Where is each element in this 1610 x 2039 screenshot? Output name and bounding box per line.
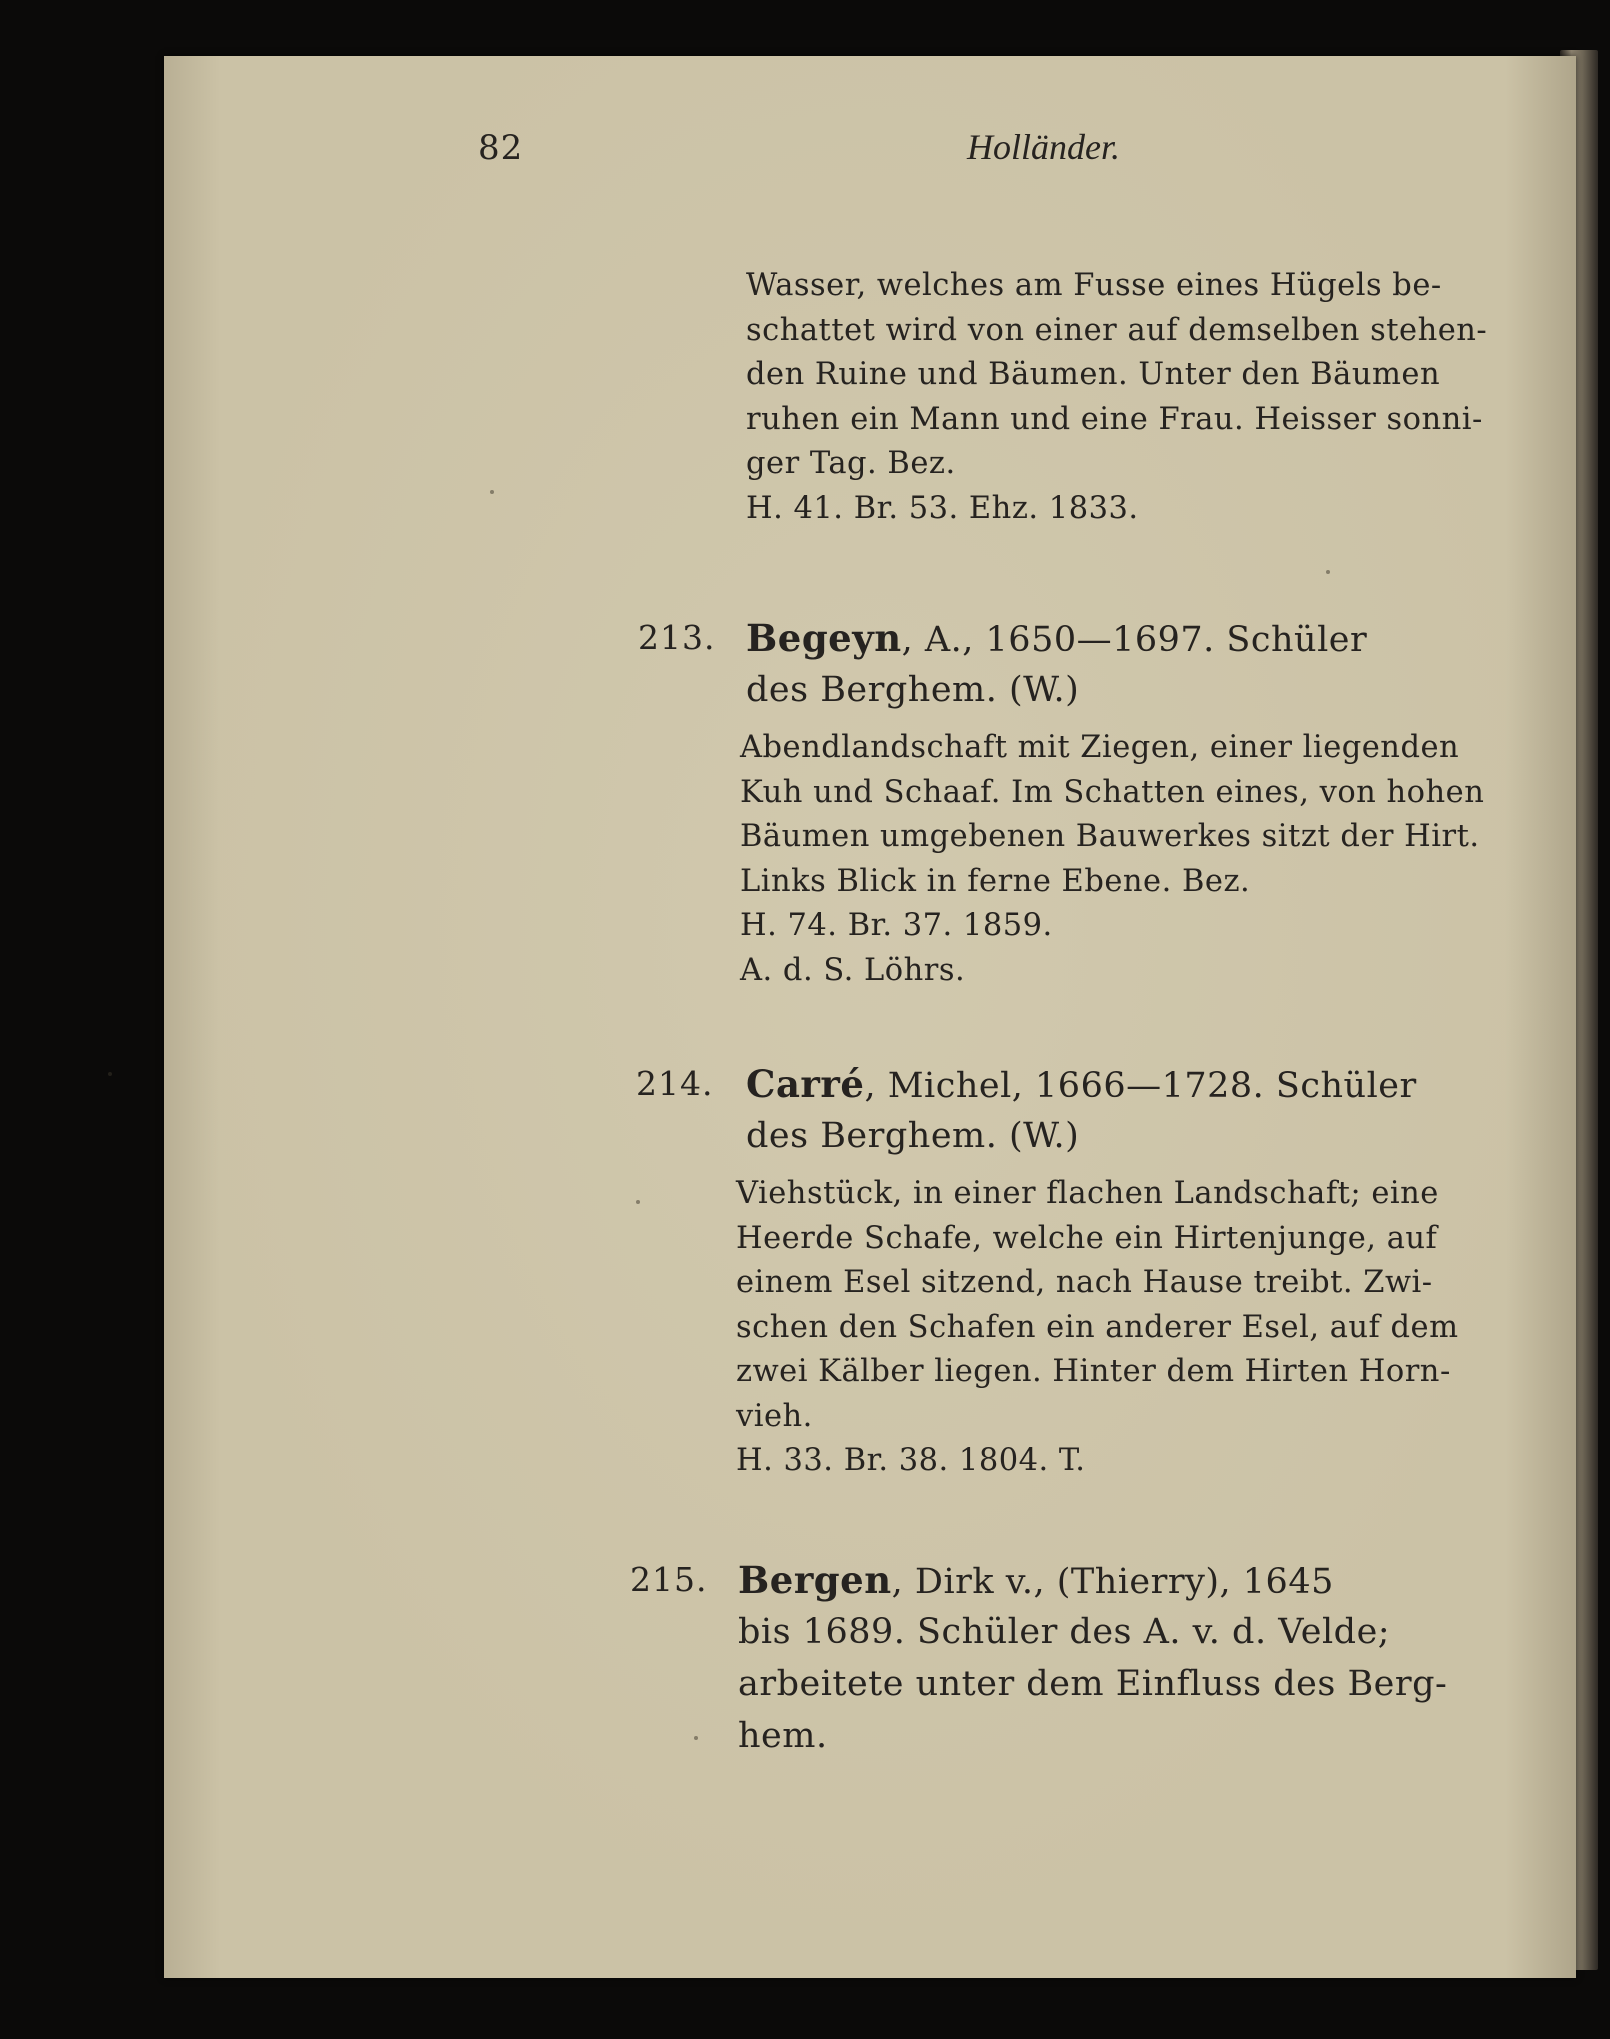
text-line: Viehstück, in einer flachen Landschaft; eine <box>736 1176 1439 1211</box>
artist-details: , A., 1650—1697. Schüler <box>901 620 1368 660</box>
heading-line <box>738 1554 1447 1606</box>
artist-name: Begeyn <box>746 616 902 660</box>
text-line: ruhen ein Mann und eine Frau. Heisser sonni- <box>746 401 1483 437</box>
heading-line: des Berghem. (W.) <box>746 1116 1080 1156</box>
heading-line <box>746 612 1367 664</box>
heading-line: hem. <box>738 1716 828 1756</box>
text-line: vieh. <box>736 1398 813 1434</box>
paper-speck <box>490 490 494 494</box>
heading-line <box>746 1058 1417 1110</box>
artist-details: , Dirk v., (Thierry), 1645 <box>891 1562 1334 1602</box>
entry-heading <box>746 612 1367 716</box>
artist-details: , Michel, 1666—1728. Schüler <box>864 1066 1417 1106</box>
text-line: A. d. S. Löhrs. <box>740 952 966 988</box>
artist-name: Bergen <box>738 1558 892 1602</box>
paper-speck <box>636 1200 640 1204</box>
text-line: H. 41. Br. 53. Ehz. 1833. <box>746 490 1139 526</box>
heading-line: des Berghem. (W.) <box>746 670 1080 710</box>
continuation-paragraph <box>746 264 1487 531</box>
entry-description <box>740 726 1484 993</box>
text-line: H. 74. Br. 37. 1859. <box>740 908 1053 943</box>
heading-line: arbeitete unter dem Einfluss des Berg- <box>738 1664 1448 1704</box>
text-line: Abendlandschaft mit Ziegen, einer liegenden <box>740 730 1460 765</box>
text-line: Heerde Schafe, welche ein Hirtenjunge, auf <box>736 1220 1438 1256</box>
entry-number: 215. <box>630 1560 708 1599</box>
page-number: 82 <box>478 128 524 168</box>
text-line: Bäumen umgebenen Bauwerkes sitzt der Hirt. <box>740 819 1480 854</box>
text-line: den Ruine und Bäumen. Unter den Bäumen <box>746 357 1441 392</box>
text-line: zwei Kälber liegen. Hinter dem Hirten Horn- <box>736 1354 1451 1389</box>
artist-name: Carré <box>746 1062 865 1106</box>
text-line: H. 33. Br. 38. 1804. T. <box>736 1443 1086 1478</box>
running-title: Holländer. <box>967 127 1120 167</box>
text-line: ger Tag. Bez. <box>746 446 956 481</box>
heading-line: bis 1689. Schüler des A. v. d. Velde; <box>738 1612 1391 1652</box>
entry-description <box>736 1172 1459 1484</box>
text-line: schen den Schafen ein anderer Esel, auf dem <box>736 1309 1459 1345</box>
entry-number: 213. <box>638 618 716 657</box>
entry-number: 214. <box>636 1064 714 1103</box>
text-line: Links Blick in ferne Ebene. Bez. <box>740 863 1251 899</box>
paper-speck <box>694 1736 698 1740</box>
paper-speck <box>108 1072 112 1076</box>
text-line: einem Esel sitzend, nach Hause treibt. Zwi- <box>736 1265 1433 1300</box>
text-line: schattet wird von einer auf demselben stehen- <box>746 312 1488 348</box>
text-line: Kuh und Schaaf. Im Schatten eines, von hohen <box>740 774 1485 810</box>
paper-speck <box>1326 570 1330 574</box>
text-line: Wasser, welches am Fusse eines Hügels be- <box>746 268 1442 303</box>
entry-heading <box>738 1554 1447 1762</box>
entry-heading <box>746 1058 1417 1162</box>
